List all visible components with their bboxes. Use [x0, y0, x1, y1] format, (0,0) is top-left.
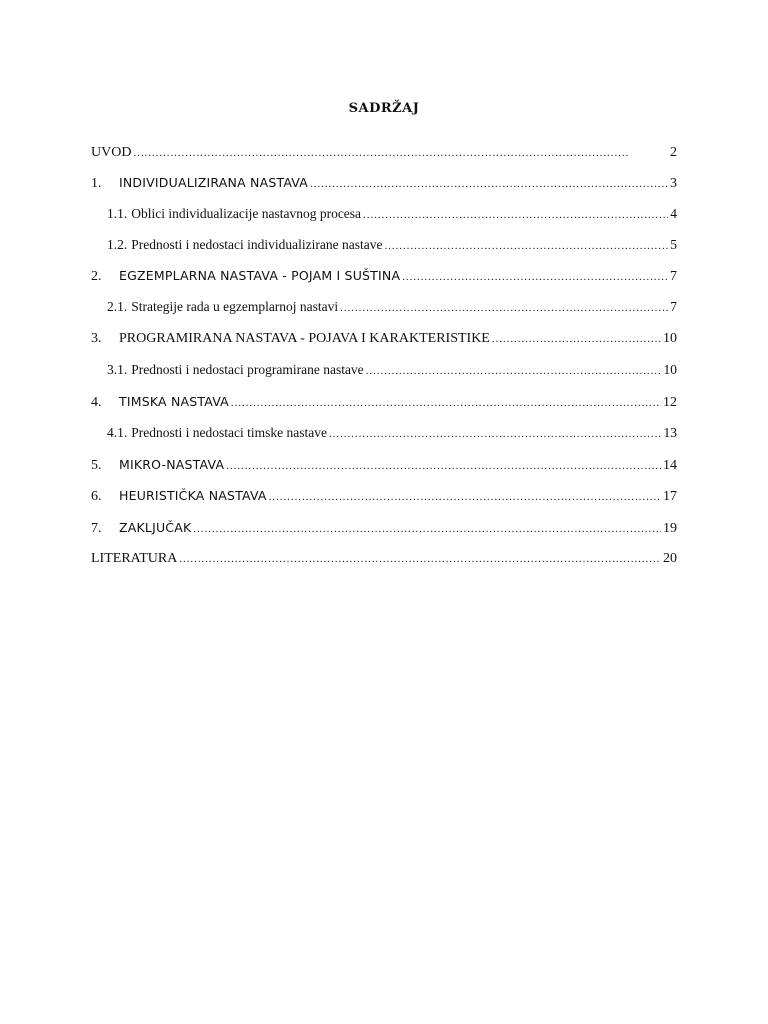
- toc-entry-6[interactable]: [91, 486, 677, 506]
- toc-entry-number: 4.1.: [107, 425, 128, 440]
- dot-leader: [340, 298, 668, 318]
- dot-leader: [269, 487, 661, 507]
- toc-entry-1-1[interactable]: [107, 204, 677, 224]
- toc-title: SADRŽAJ: [348, 101, 420, 116]
- dot-leader: [133, 143, 668, 163]
- toc-entry-number: 5.: [91, 458, 102, 473]
- toc-entry-label: MIKRO-NASTAVA: [119, 457, 225, 472]
- toc-entry-number: 4.: [91, 395, 102, 410]
- toc-entry-page: 13: [663, 425, 677, 440]
- toc-entry-page: 2: [670, 145, 677, 160]
- toc-entry-number: 6.: [91, 489, 102, 504]
- toc-entry-label: EGZEMPLARNA NASTAVA - POJAM I SUŠTINA: [119, 268, 401, 283]
- toc-entry-number: 1.1.: [107, 206, 128, 221]
- toc-entry-number: 7.: [91, 521, 102, 536]
- toc-entry-page: 12: [663, 395, 677, 410]
- toc-entry-literatura[interactable]: [91, 549, 677, 569]
- toc-entry-label: Oblici individualizacije nastavnog procesa: [131, 206, 362, 221]
- toc-entry-7[interactable]: [91, 518, 677, 538]
- dot-leader: [492, 329, 661, 349]
- toc-entry-3-1[interactable]: [107, 360, 677, 380]
- dot-leader: [179, 549, 661, 569]
- dot-leader: [231, 393, 661, 413]
- toc-entry-label: TIMSKA NASTAVA: [119, 394, 229, 409]
- toc-entry-label: Strategije rada u egzemplarnoj nastavi: [131, 299, 339, 314]
- toc-entry-5[interactable]: [91, 455, 677, 475]
- toc-entry-page: 3: [670, 176, 677, 191]
- dot-leader: [329, 424, 662, 444]
- toc-entry-number: 1.2.: [107, 237, 128, 252]
- toc-entry-page: 10: [663, 331, 677, 346]
- toc-entry-number: 2.1.: [107, 299, 128, 314]
- dot-leader: [363, 205, 668, 225]
- toc-entry-uvod[interactable]: [91, 143, 677, 163]
- toc-entry-number: 3.: [91, 331, 102, 346]
- dot-leader: [193, 519, 661, 539]
- toc-entry-label: PROGRAMIRANA NASTAVA - POJAVA I KARAKTERISTIKE: [119, 331, 490, 346]
- toc-entry-number: 3.1.: [107, 362, 128, 377]
- toc-entry-label: LITERATURA: [91, 551, 178, 566]
- toc-entry-page: 20: [663, 551, 677, 566]
- toc-entry-page: 7: [670, 269, 677, 284]
- toc-entry-page: 7: [670, 299, 677, 314]
- toc-entry-label: ZAKLJUČAK: [119, 520, 192, 535]
- toc-entry-2-1[interactable]: [107, 297, 677, 317]
- dot-leader: [384, 236, 668, 256]
- toc-entry-label: INDIVIDUALIZIRANA NASTAVA: [119, 175, 308, 190]
- toc-entry-number: 1.: [91, 176, 102, 191]
- toc-entry-page: 17: [663, 489, 677, 504]
- toc-entry-page: 10: [663, 362, 677, 377]
- toc-entry-4-1[interactable]: [107, 423, 677, 443]
- toc-entry-number: 2.: [91, 269, 102, 284]
- toc-entry-label: UVOD: [91, 145, 132, 160]
- toc-entry-1-2[interactable]: [107, 235, 677, 255]
- toc-entry-label: Prednosti i nedostaci timske nastave: [131, 425, 327, 440]
- toc-entry-4[interactable]: [91, 392, 677, 412]
- toc-entry-2[interactable]: [91, 266, 677, 286]
- toc-entry-label: Prednosti i nedostaci programirane nastave: [131, 362, 364, 377]
- dot-leader: [310, 174, 668, 194]
- toc-entry-page: 19: [663, 521, 677, 536]
- toc-entry-page: 14: [663, 458, 677, 473]
- toc-entry-1[interactable]: [91, 173, 677, 193]
- toc-entry-3[interactable]: [91, 329, 677, 349]
- dot-leader: [226, 456, 661, 476]
- toc-entry-page: 5: [670, 237, 677, 252]
- toc-entry-label: Prednosti i nedostaci individualizirane nastave: [131, 237, 383, 252]
- dot-leader: [402, 267, 668, 287]
- dot-leader: [366, 361, 662, 381]
- toc-entry-label: HEURISTIČKA NASTAVA: [119, 488, 267, 503]
- toc-entry-page: 4: [670, 206, 677, 221]
